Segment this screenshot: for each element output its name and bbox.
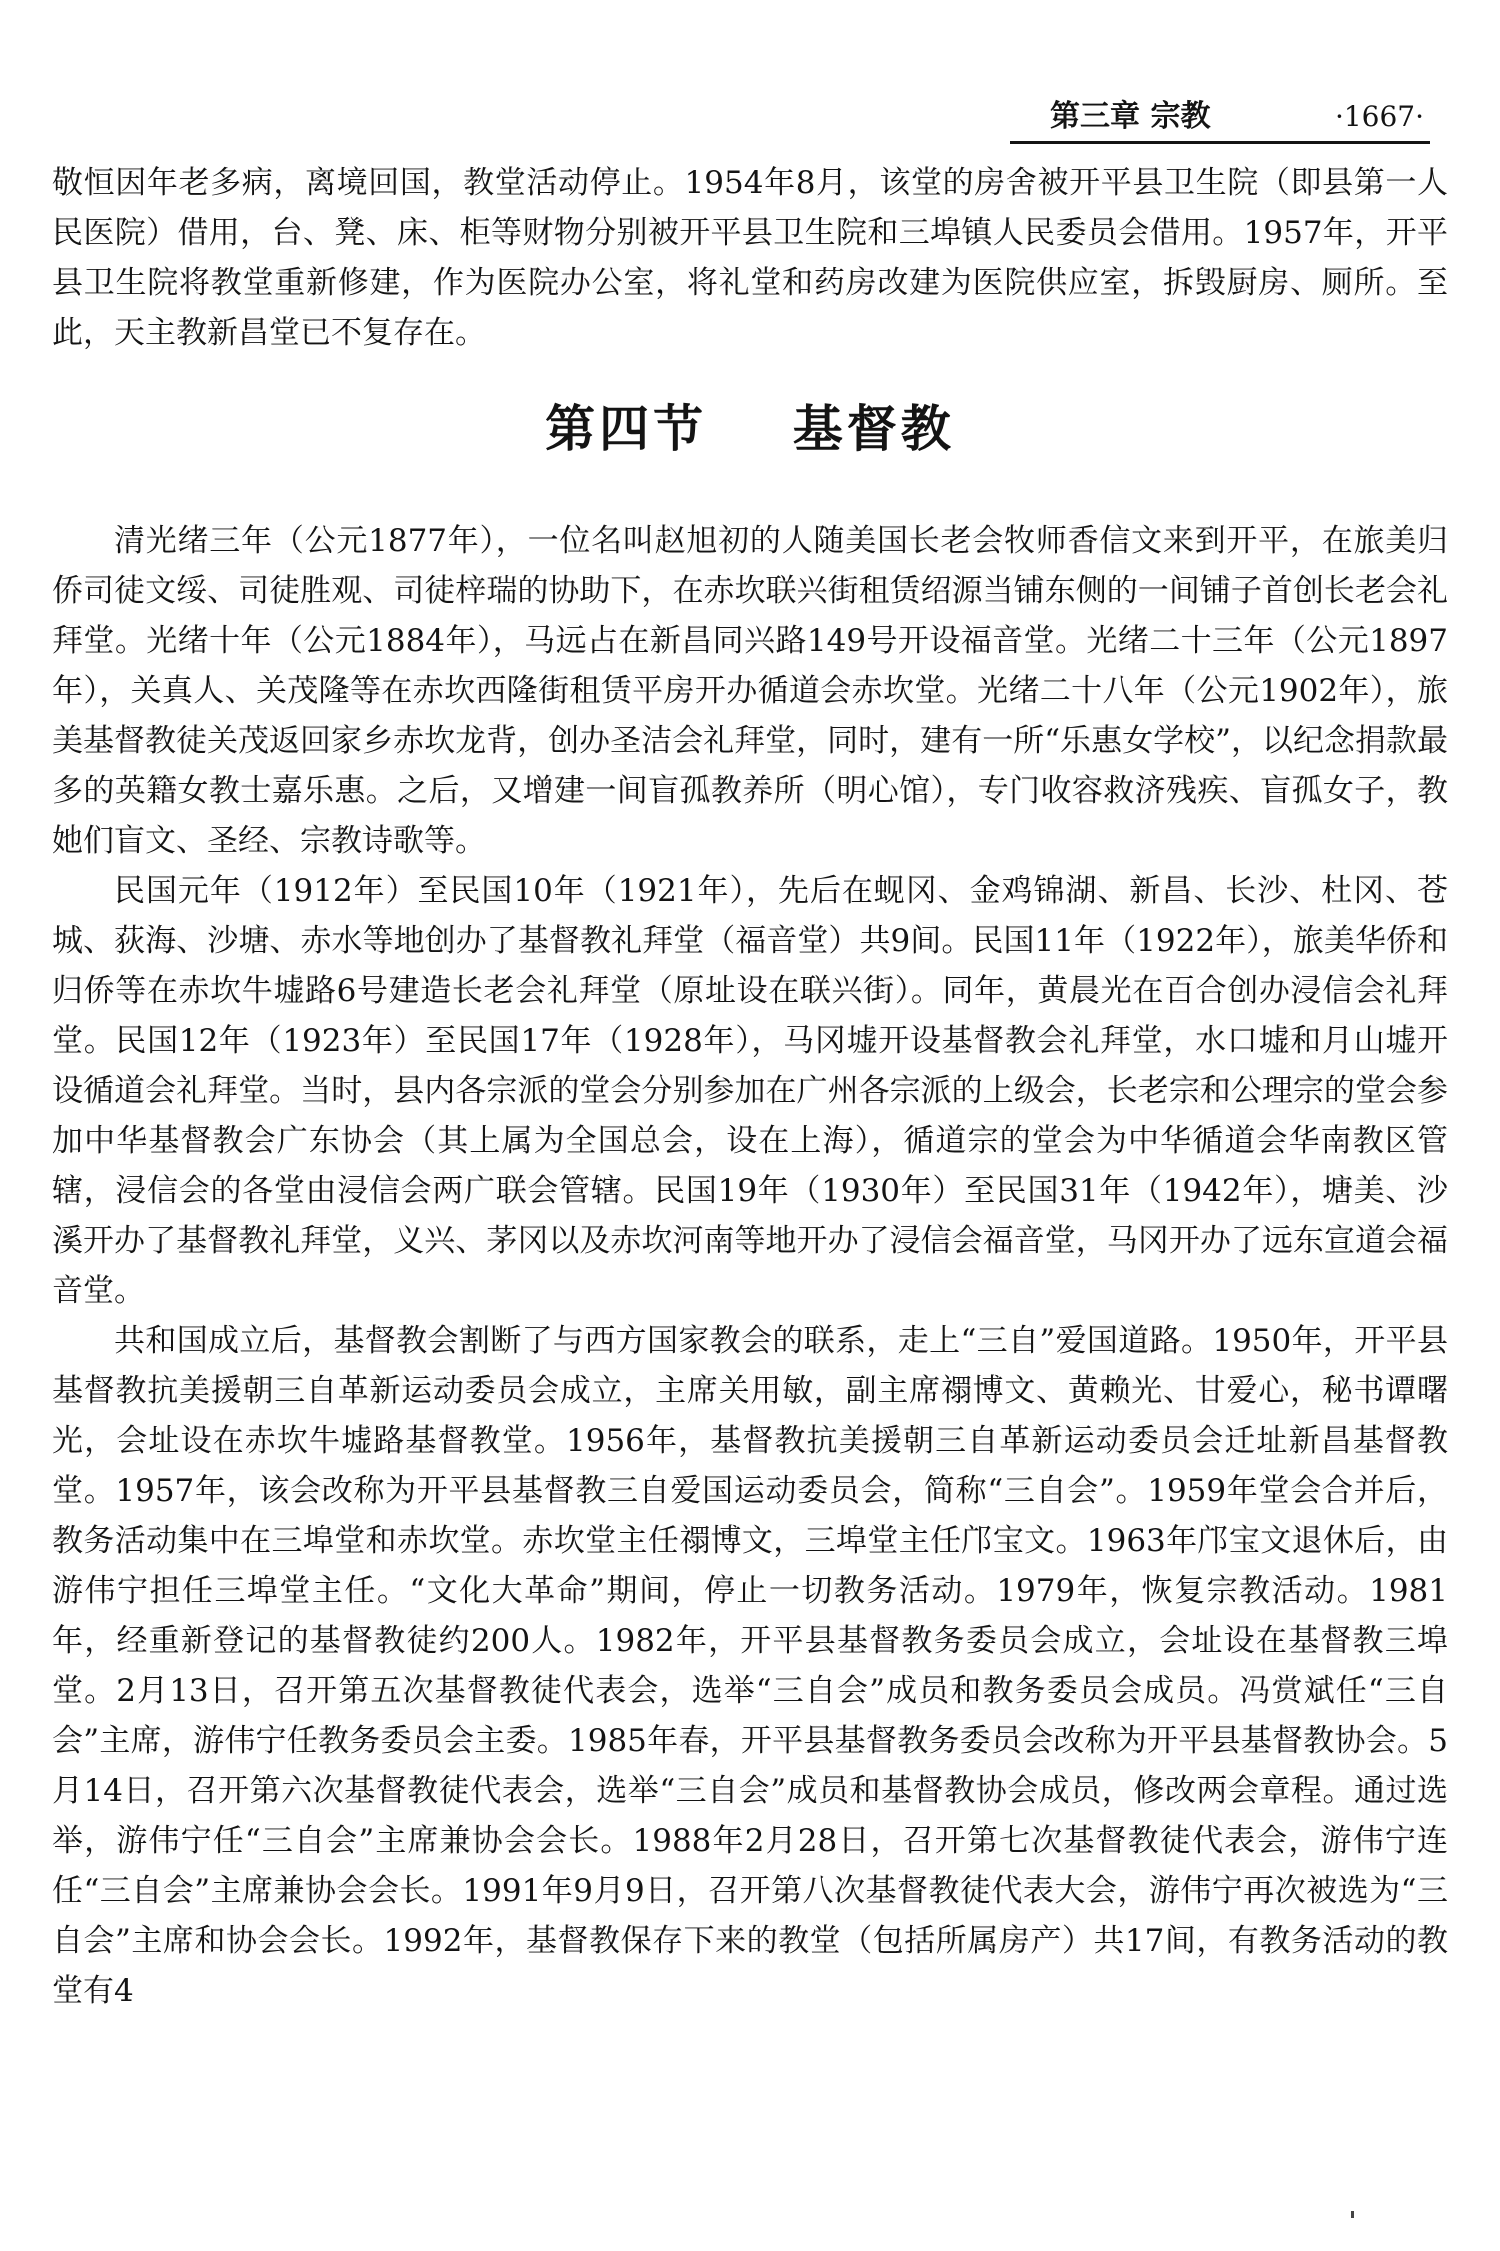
carryover-paragraph: 敬恒因年老多病，离境回国，教堂活动停止。1954年8月，该堂的房舍被开平县卫生院（即县第一人民医院）借用，台、凳、床、柜等财物分别被开平县卫生院和三埠镇人民委员会借用。1957年，开平县卫生院将教堂重新修建，作为医院办公室，将礼堂和药房改建为医院供应室，拆毁厨房、厕所。至此，天主教新昌堂已不复存在。 — [52, 165, 1448, 351]
running-header — [1030, 95, 1440, 139]
paragraph-prc-era: 共和国成立后，基督教会割断了与西方国家教会的联系，走上“三自”爱国道路。1950年，开平县基督教抗美援朝三自革新运动委员会成立，主席关用敏，副主席禤博文、黄赖光、甘爱心，秘书谭曙光，会址设在赤坎牛墟路基督教堂。1956年，基督教抗美援朝三自革新运动委员会迁址新昌基督教堂。1957年，该会改称为开平县基督教三自爱国运动委员会，简称“三自会”。1959年堂会合并后，教务活动集中在三埠堂和赤坎堂。赤坎堂主任禤博文，三埠堂主任邝宝文。1963年邝宝文退休后，由游伟宁担任三埠堂主任。“文化大革命”期间，停止一切教务活动。1979年，恢复宗教活动。1981年，经重新登记的基督教徒约200人。1982年，开平县基督教务委员会成立，会址设在基督教三埠堂。2月13日，召开第五次基督教徒代表会，选举“三自会”成员和教务委员会成员。冯赏斌任“三自会”主席，游伟宁任教务委员会主委。1985年春，开平县基督教务委员会改称为开平县基督教协会。5月14日，召开第六次基督教徒代表会，选举“三自会”成员和基督教协会成员，修改两会章程。通过选举，游伟宁任“三自会”主席兼协会会长。1988年2月28日，召开第七次基督教徒代表会，游伟宁连任“三自会”主席兼协会会长。1991年9月9日，召开第八次基督教徒代表大会，游伟宁再次被选为“三自会”主席和协会会长。1992年，基督教保存下来的教堂（包括所属房产）共17间，有教务活动的教堂有4 — [52, 1323, 1448, 2009]
page-number: ·1667· — [1334, 100, 1424, 133]
page-body — [52, 158, 1448, 2016]
paragraph-qing-dynasty: 清光绪三年（公元1877年），一位名叫赵旭初的人随美国长老会牧师香信文来到开平，在旅美归侨司徒文绥、司徒胜观、司徒梓瑞的协助下，在赤坎联兴街租赁绍源当铺东侧的一间铺子首创长老会礼拜堂。光绪十年（公元1884年），马远占在新昌同兴路149号开设福音堂。光绪二十三年（公元1897年），关真人、关茂隆等在赤坎西隆街租赁平房开办循道会赤坎堂。光绪二十八年（公元1902年），旅美基督教徒关茂返回家乡赤坎龙背，创办圣洁会礼拜堂，同时，建有一所“乐惠女学校”，以纪念捐款最多的英籍女教士嘉乐惠。之后，又增建一间盲孤教养所（明心馆），专门收容救济残疾、盲孤女子，教她们盲文、圣经、宗教诗歌等。 — [52, 523, 1448, 859]
header-rule — [1010, 141, 1430, 144]
section-title: 第四节 基督教 — [545, 399, 955, 458]
chapter-title: 第三章 宗教 — [1050, 99, 1211, 134]
paragraph-republic-era: 民国元年（1912年）至民国10年（1921年），先后在蚬冈、金鸡锦湖、新昌、长沙、杜冈、苍城、荻海、沙塘、赤水等地创办了基督教礼拜堂（福音堂）共9间。民国11年（1922年），旅美华侨和归侨等在赤坎牛墟路6号建造长老会礼拜堂（原址设在联兴街）。同年，黄晨光在百合创办浸信会礼拜堂。民国12年（1923年）至民国17年（1928年），马冈墟开设基督教会礼拜堂，水口墟和月山墟开设循道会礼拜堂。当时，县内各宗派的堂会分别参加在广州各宗派的上级会，长老宗和公理宗的堂会参加中华基督教会广东协会（其上属为全国总会，设在上海），循道宗的堂会为中华循道会华南教区管辖，浸信会的各堂由浸信会两广联会管辖。民国19年（1930年）至民国31年（1942年），塘美、沙溪开办了基督教礼拜堂，义兴、茅冈以及赤坎河南等地开办了浸信会福音堂，马冈开办了远东宣道会福音堂。 — [52, 873, 1448, 1309]
scan-speck — [1351, 2211, 1354, 2218]
